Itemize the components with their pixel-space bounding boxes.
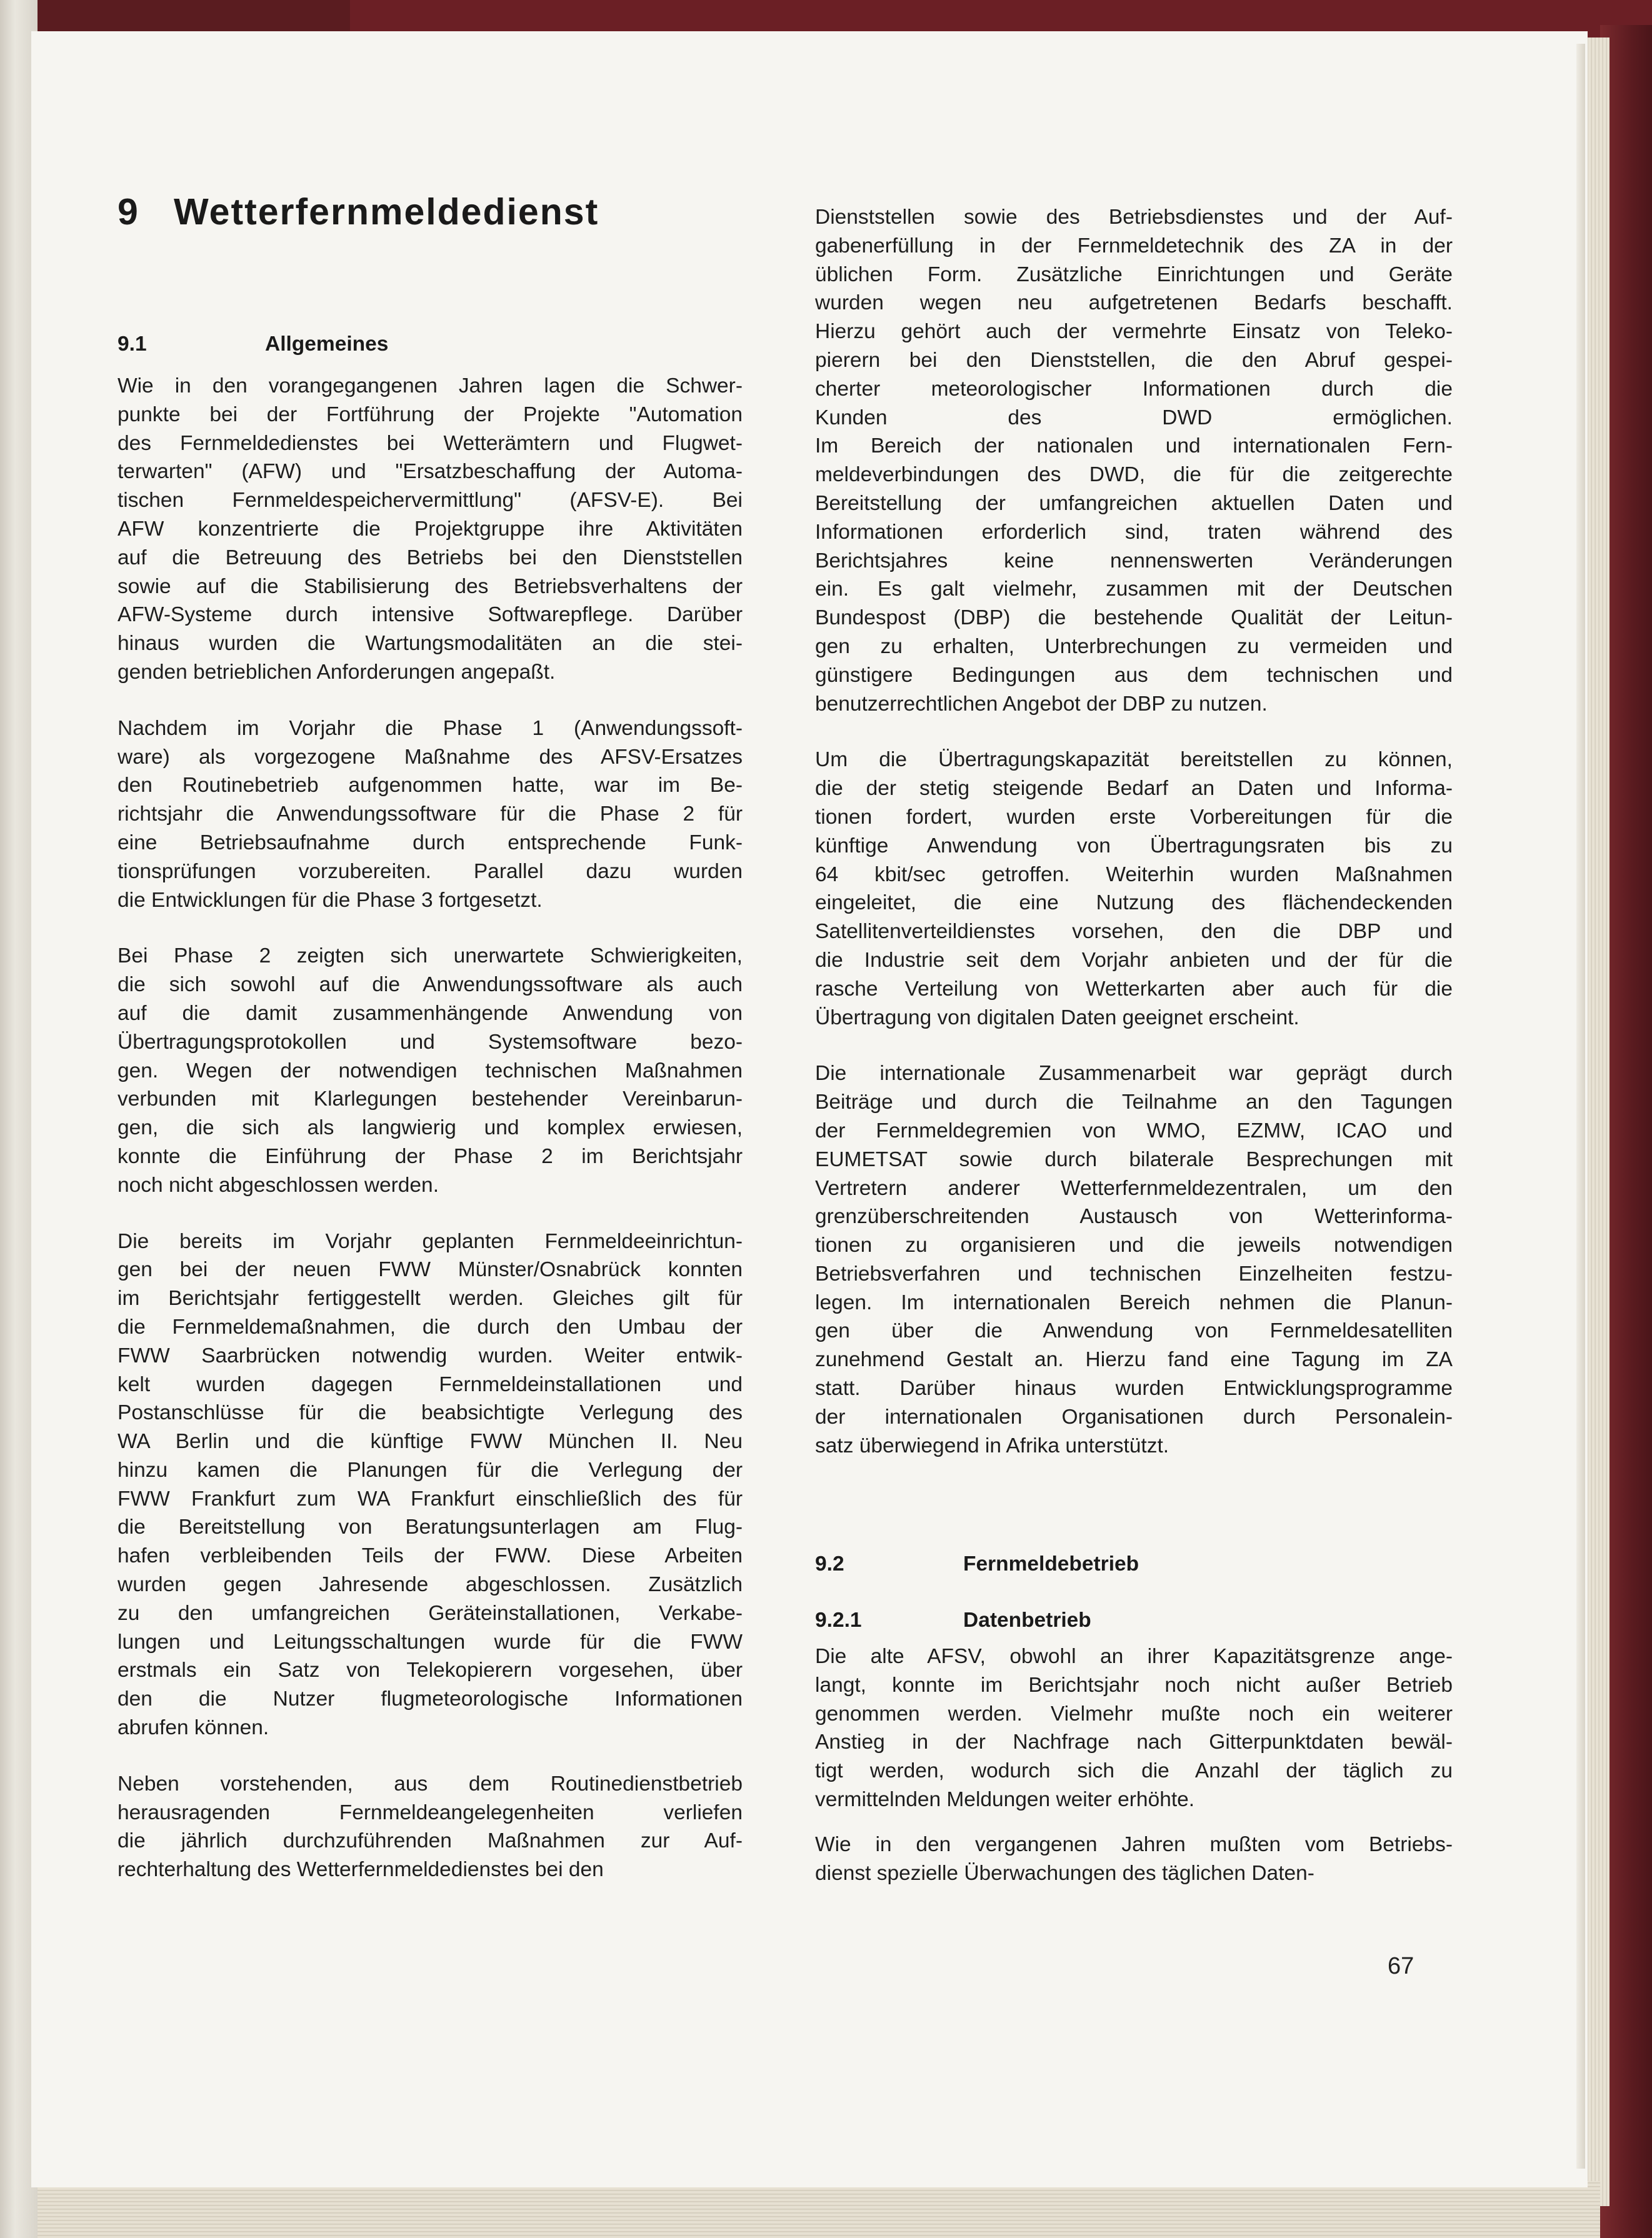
text-line: wurden wegen neu aufgetretenen Bedarfs beschafft. — [815, 291, 1453, 315]
section-number: 9.2 — [815, 1552, 844, 1576]
text-line: Satellitenverteildienstes vorsehen, den die DBP und — [815, 920, 1453, 944]
text-line: punkte bei der Fortführung der Projekte "Automation — [118, 402, 743, 426]
text-line: gen zu erhalten, Unterbrechungen zu vermeiden und — [815, 634, 1453, 658]
text-line: der internationalen Organisationen durch Personalein- — [815, 1405, 1453, 1429]
text-line: gen über die Anwendung von Fernmeldesatelliten — [815, 1319, 1453, 1343]
text-line: Dienststellen sowie des Betriebsdienstes und der Auf- — [815, 206, 1453, 229]
text-line: Anstieg in der Nachfrage nach Gitterpunktdaten bewäl- — [815, 1731, 1453, 1754]
text-line: eine Betriebsaufnahme durch entsprechende Funk- — [118, 831, 743, 854]
paragraph — [815, 1059, 1453, 1460]
section-title: Allgemeines — [265, 332, 389, 356]
text-line: genommen werden. Vielmehr mußte noch ein weiterer — [815, 1702, 1453, 1726]
text-line: die Entwicklungen für die Phase 3 fortgesetzt. — [118, 888, 543, 912]
paragraph — [815, 746, 1453, 1032]
text-line: zu den umfangreichen Geräteinstallationen, Verkabe- — [118, 1601, 743, 1625]
text-line: die der stetig steigende Bedarf an Daten und Informa- — [815, 777, 1453, 801]
text-line: Bereitstellung der umfangreichen aktuellen Daten und — [815, 491, 1453, 515]
section-title: Fernmeldebetrieb — [963, 1552, 1139, 1576]
text-line: auf die damit zusammenhängende Anwendung von — [118, 1001, 743, 1025]
section-title: Datenbetrieb — [963, 1609, 1091, 1632]
text-line: Um die Übertragungskapazität bereitstellen zu können, — [815, 748, 1453, 772]
text-line: Übertragung von digitalen Daten geeignet erscheint. — [815, 1006, 1299, 1029]
text-line: lungen und Leitungsschaltungen wurde für die FWW — [118, 1630, 743, 1654]
text-line: Bei Phase 2 zeigten sich unerwartete Schwierigkeiten, — [118, 944, 743, 968]
text-line: eingeleitet, die eine Nutzung des flächendeckenden — [815, 891, 1453, 915]
text-line: tionsprüfungen vorzubereiten. Parallel dazu wurden — [118, 859, 743, 883]
page-number: 67 — [1388, 1953, 1414, 1979]
text-line: FWW Saarbrücken notwendig wurden. Weiter entwik- — [118, 1344, 743, 1367]
text-line: zunehmend Gestalt an. Hierzu fand eine Tagung im ZA — [815, 1348, 1453, 1372]
text-line: gen, die sich als langwierig und komplex erwiesen, — [118, 1116, 743, 1140]
text-line: AFW konzentrierte die Projektgruppe ihre Aktivitäten — [118, 517, 743, 541]
right-text-column-top — [815, 203, 1453, 1460]
text-line: die Bereitstellung von Beratungsunterlagen am Flug- — [118, 1516, 743, 1539]
text-line: hafen verbleibenden Teils der FWW. Diese Arbeiten — [118, 1544, 743, 1568]
text-line: legen. Im internationalen Bereich nehmen die Planun- — [815, 1291, 1453, 1314]
book-page — [31, 31, 1588, 2187]
text-line: im Berichtsjahr fertiggestellt werden. Gleiches gilt für — [118, 1287, 743, 1311]
text-line: Neben vorstehenden, aus dem Routinedienstbetrieb — [118, 1772, 743, 1796]
text-line: auf die Betreuung des Betriebs bei den Dienststellen — [118, 546, 743, 569]
text-line: Berichtsjahres keine nennenswerten Veränderungen — [815, 549, 1453, 572]
text-line: Informationen erforderlich sind, traten während des — [815, 520, 1453, 544]
text-line: künftige Anwendung von Übertragungsraten bis zu — [815, 834, 1453, 857]
text-line: Wie in den vergangenen Jahren mußten vom Betriebs- — [815, 1832, 1453, 1856]
text-line: Hierzu gehört auch der vermehrte Einsatz von Teleko- — [815, 320, 1453, 344]
paragraph — [118, 372, 743, 687]
text-line: dienst spezielle Überwachungen des täglichen Daten- — [815, 1861, 1314, 1885]
text-line: Die bereits im Vorjahr geplanten Fernmeldeeinrichtun- — [118, 1229, 743, 1253]
text-line: Kunden des DWD ermöglichen. — [815, 406, 1453, 429]
text-line: Übertragungsprotokollen und Systemsoftware bezo- — [118, 1030, 743, 1054]
text-line: gabenerfüllung in der Fernmeldetechnik des ZA in der — [815, 234, 1453, 257]
text-line: noch nicht abgeschlossen werden. — [118, 1173, 439, 1197]
text-line: benutzerrechtlichen Angebot der DBP zu nutzen. — [815, 692, 1268, 716]
page-gutter-edge — [1576, 44, 1585, 2169]
text-line: gen. Wegen der notwendigen technischen Maßnahmen — [118, 1059, 743, 1082]
text-line: Beiträge und durch die Teilnahme an den Tagungen — [815, 1091, 1453, 1114]
text-line: ware) als vorgezogene Maßnahme des AFSV-Ersatzes — [118, 745, 743, 769]
page-edges-bottom — [38, 2181, 1600, 2238]
text-line: grenzüberschreitenden Austausch von Wetterinforma- — [815, 1205, 1453, 1229]
text-line: Die internationale Zusammenarbeit war geprägt durch — [815, 1062, 1453, 1086]
chapter-title: Wetterfernmeldedienst — [174, 191, 599, 232]
text-line: richtsjahr die Anwendungssoftware für die Phase 2 für — [118, 802, 743, 826]
text-line: tionen fordert, wurden erste Vorbereitungen für die — [815, 805, 1453, 829]
text-line: tionen zu organisieren und die jeweils notwendigen — [815, 1234, 1453, 1257]
text-line: Betriebsverfahren und technischen Einzelheiten festzu- — [815, 1262, 1453, 1286]
paragraph — [815, 203, 1453, 718]
text-line: üblichen Form. Zusätzliche Einrichtungen und Geräte — [815, 262, 1453, 286]
text-line: satz überwiegend in Afrika unterstützt. — [815, 1434, 1169, 1457]
text-line: hinzu kamen die Planungen für die Verlegung der — [118, 1458, 743, 1482]
text-line: erstmals ein Satz von Telekopierern vorgesehen, über — [118, 1659, 743, 1682]
text-line: Vertretern anderer Wetterfernmeldezentralen, um den — [815, 1176, 1453, 1200]
text-line: langt, konnte im Berichtsjahr noch nicht außer Betrieb — [815, 1673, 1453, 1697]
text-line: FWW Frankfurt zum WA Frankfurt einschließlich des für — [118, 1487, 743, 1511]
text-line: Im Bereich der nationalen und internationalen Fern- — [815, 434, 1453, 458]
left-text-column — [118, 372, 743, 1884]
text-line: meldeverbindungen des DWD, die für die zeitgerechte — [815, 463, 1453, 487]
paragraph — [118, 1770, 743, 1884]
text-line: WA Berlin und die künftige FWW München II. Neu — [118, 1430, 743, 1454]
paragraph — [815, 1642, 1453, 1814]
text-line: herausragenden Fernmeldeangelegenheiten verliefen — [118, 1801, 743, 1824]
text-line: 64 kbit/sec getroffen. Weiterhin wurden Maßnahmen — [815, 862, 1453, 886]
text-line: günstigere Bedingungen aus dem technischen und — [815, 663, 1453, 687]
text-line: ein. Es galt vielmehr, zusammen mit der Deutschen — [815, 577, 1453, 601]
text-line: genden betrieblichen Anforderungen angepaßt. — [118, 660, 556, 684]
text-line: die jährlich durchzuführenden Maßnahmen zur Auf- — [118, 1829, 743, 1853]
text-line: konnte die Einführung der Phase 2 im Berichtsjahr — [118, 1144, 743, 1168]
section-number: 9.2.1 — [815, 1609, 862, 1632]
chapter-heading — [118, 191, 599, 233]
paragraph — [118, 942, 743, 1199]
text-line: verbunden mit Klarlegungen bestehender Vereinbarun- — [118, 1087, 743, 1111]
paragraph — [118, 1227, 743, 1742]
paragraph — [118, 714, 743, 915]
text-line: pierern bei den Dienststellen, die den Abruf gespei- — [815, 348, 1453, 372]
section-number: 9.1 — [118, 332, 147, 356]
text-line: die Fernmeldemaßnahmen, die durch den Umbau der — [118, 1315, 743, 1339]
text-line: abrufen können. — [118, 1716, 269, 1740]
text-line: vermittelnden Meldungen weiter erhöhte. — [815, 1787, 1195, 1811]
text-line: kelt wurden dagegen Fernmeldeinstallationen und — [118, 1372, 743, 1396]
text-line: der Fernmeldegremien von WMO, EZMW, ICAO und — [815, 1119, 1453, 1142]
text-line: EUMETSAT sowie durch bilaterale Besprechungen mit — [815, 1147, 1453, 1171]
text-line: hinaus wurden die Wartungsmodalitäten an die stei- — [118, 632, 743, 656]
text-line: Nachdem im Vorjahr die Phase 1 (Anwendungssoft- — [118, 716, 743, 740]
text-line: Die alte AFSV, obwohl an ihrer Kapazitätsgrenze ange- — [815, 1645, 1453, 1668]
text-line: die Industrie seit dem Vorjahr anbieten und der für die — [815, 948, 1453, 972]
text-line: tigt werden, wodurch sich die Anzahl der täglich zu — [815, 1759, 1453, 1783]
text-line: rasche Verteilung von Wetterkarten aber auch für die — [815, 977, 1453, 1001]
right-text-column-bottom — [815, 1642, 1453, 1887]
text-line: gen bei der neuen FWW Münster/Osnabrück konnten — [118, 1258, 743, 1282]
paragraph — [815, 1831, 1453, 1888]
text-line: rechterhaltung des Wetterfernmeldedienstes bei den — [118, 1858, 604, 1882]
text-line: Wie in den vorangegangenen Jahren lagen die Schwer- — [118, 374, 743, 397]
text-line: wurden gegen Jahresende abgeschlossen. Zusätzlich — [118, 1573, 743, 1597]
text-line: cherter meteorologischer Informationen durch die — [815, 377, 1453, 401]
text-line: terwarten" (AFW) und "Ersatzbeschaffung der Automa- — [118, 460, 743, 484]
text-line: des Fernmeldedienstes bei Wetterämtern und Flugwet- — [118, 431, 743, 455]
text-line: den Routinebetrieb aufgenommen hatte, war im Be- — [118, 774, 743, 797]
text-line: AFW-Systeme durch intensive Softwarepflege. Darüber — [118, 603, 743, 627]
text-line: statt. Darüber hinaus wurden Entwicklungsprogramme — [815, 1377, 1453, 1401]
text-line: den die Nutzer flugmeteorologische Informationen — [118, 1687, 743, 1711]
text-line: sowie auf die Stabilisierung des Betriebsverhaltens der — [118, 574, 743, 598]
text-line: Bundespost (DBP) die bestehende Qualität der Leitun- — [815, 606, 1453, 630]
text-line: die sich sowohl auf die Anwendungssoftware als auch — [118, 973, 743, 997]
chapter-number: 9 — [118, 191, 139, 232]
text-line: tischen Fernmeldespeichervermittlung" (AFSV-E). Bei — [118, 489, 743, 512]
text-line: Postanschlüsse für die beabsichtigte Verlegung des — [118, 1401, 743, 1425]
